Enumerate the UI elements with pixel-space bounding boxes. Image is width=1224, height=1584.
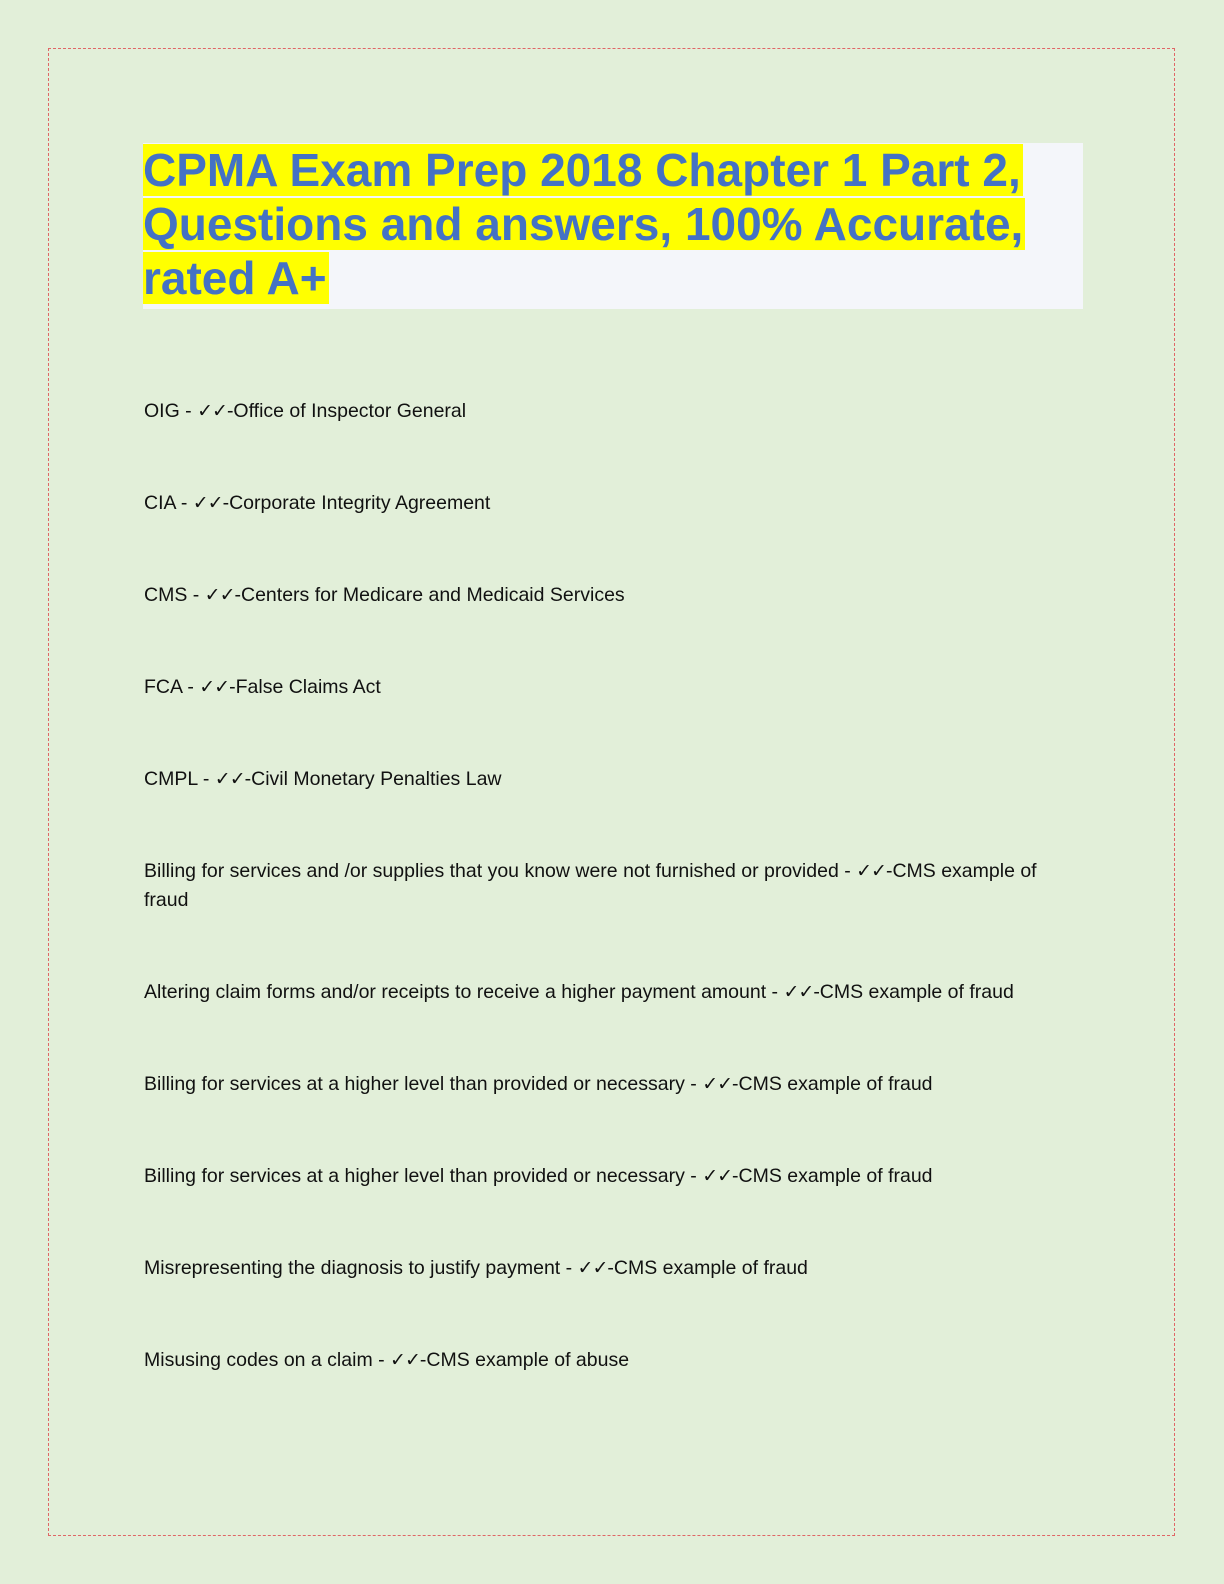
title-block <box>143 143 1083 309</box>
definition: -CMS example of fraud <box>732 1165 933 1187</box>
definition: -False Claims Act <box>229 676 381 698</box>
check-mark-icon: ✓✓ <box>577 1257 608 1279</box>
term: OIG - <box>144 400 198 422</box>
term: CIA - <box>144 492 193 514</box>
list-item <box>144 978 1084 1007</box>
check-mark-icon: ✓✓ <box>192 492 223 514</box>
definition: -CMS example of fraud <box>813 981 1014 1003</box>
term: CMPL - <box>144 768 215 790</box>
list-item <box>144 1346 1084 1375</box>
list-item <box>144 397 1084 426</box>
check-mark-icon: ✓✓ <box>199 676 230 698</box>
term: Misrepresenting the diagnosis to justify payment - <box>144 1257 578 1279</box>
list-item <box>144 1162 1084 1191</box>
check-mark-icon: ✓✓ <box>702 1073 733 1095</box>
document-title <box>143 143 1083 305</box>
term: FCA - <box>144 676 200 698</box>
list-item <box>144 673 1084 702</box>
definition: -Civil Monetary Penalties Law <box>244 768 502 790</box>
list-item <box>144 489 1084 518</box>
title-line-3: rated A+ <box>143 252 327 304</box>
definition: -Office of Inspector General <box>226 400 467 422</box>
list-item <box>144 857 1084 915</box>
list-item <box>144 1070 1084 1099</box>
check-mark-icon: ✓✓ <box>197 400 227 422</box>
check-mark-icon: ✓✓ <box>214 768 245 790</box>
term: Billing for services and /or supplies that you know were not furnished or provided - <box>144 860 857 882</box>
check-mark-icon: ✓✓ <box>390 1349 420 1371</box>
term: Billing for services at a higher level than provided or necessary - <box>144 1073 703 1095</box>
check-mark-icon: ✓✓ <box>702 1165 733 1187</box>
definition: -CMS example of fraud <box>607 1257 808 1279</box>
term: Altering claim forms and/or receipts to receive a higher payment amount - <box>144 981 784 1003</box>
check-mark-icon: ✓✓ <box>856 860 886 882</box>
term: CMS - <box>144 584 205 606</box>
check-mark-icon: ✓✓ <box>783 981 814 1003</box>
definition: -CMS example of fraud <box>732 1073 933 1095</box>
term: Billing for services at a higher level than provided or necessary - <box>144 1165 703 1187</box>
list-item <box>144 1254 1084 1283</box>
definition: -Corporate Integrity Agreement <box>222 492 491 514</box>
definition: -CMS example of abuse <box>419 1349 630 1371</box>
definition: -CMS example of fraud <box>144 860 1037 911</box>
definition: -Centers for Medicare and Medicaid Services <box>234 584 625 606</box>
term: Misusing codes on a claim - <box>144 1349 391 1371</box>
check-mark-icon: ✓✓ <box>204 584 235 606</box>
list-item <box>144 765 1084 794</box>
list-item <box>144 581 1084 610</box>
title-line-1: CPMA Exam Prep 2018 Chapter 1 Part 2, <box>143 144 1021 196</box>
title-line-2: Questions and answers, 100% Accurate, <box>143 198 1024 250</box>
